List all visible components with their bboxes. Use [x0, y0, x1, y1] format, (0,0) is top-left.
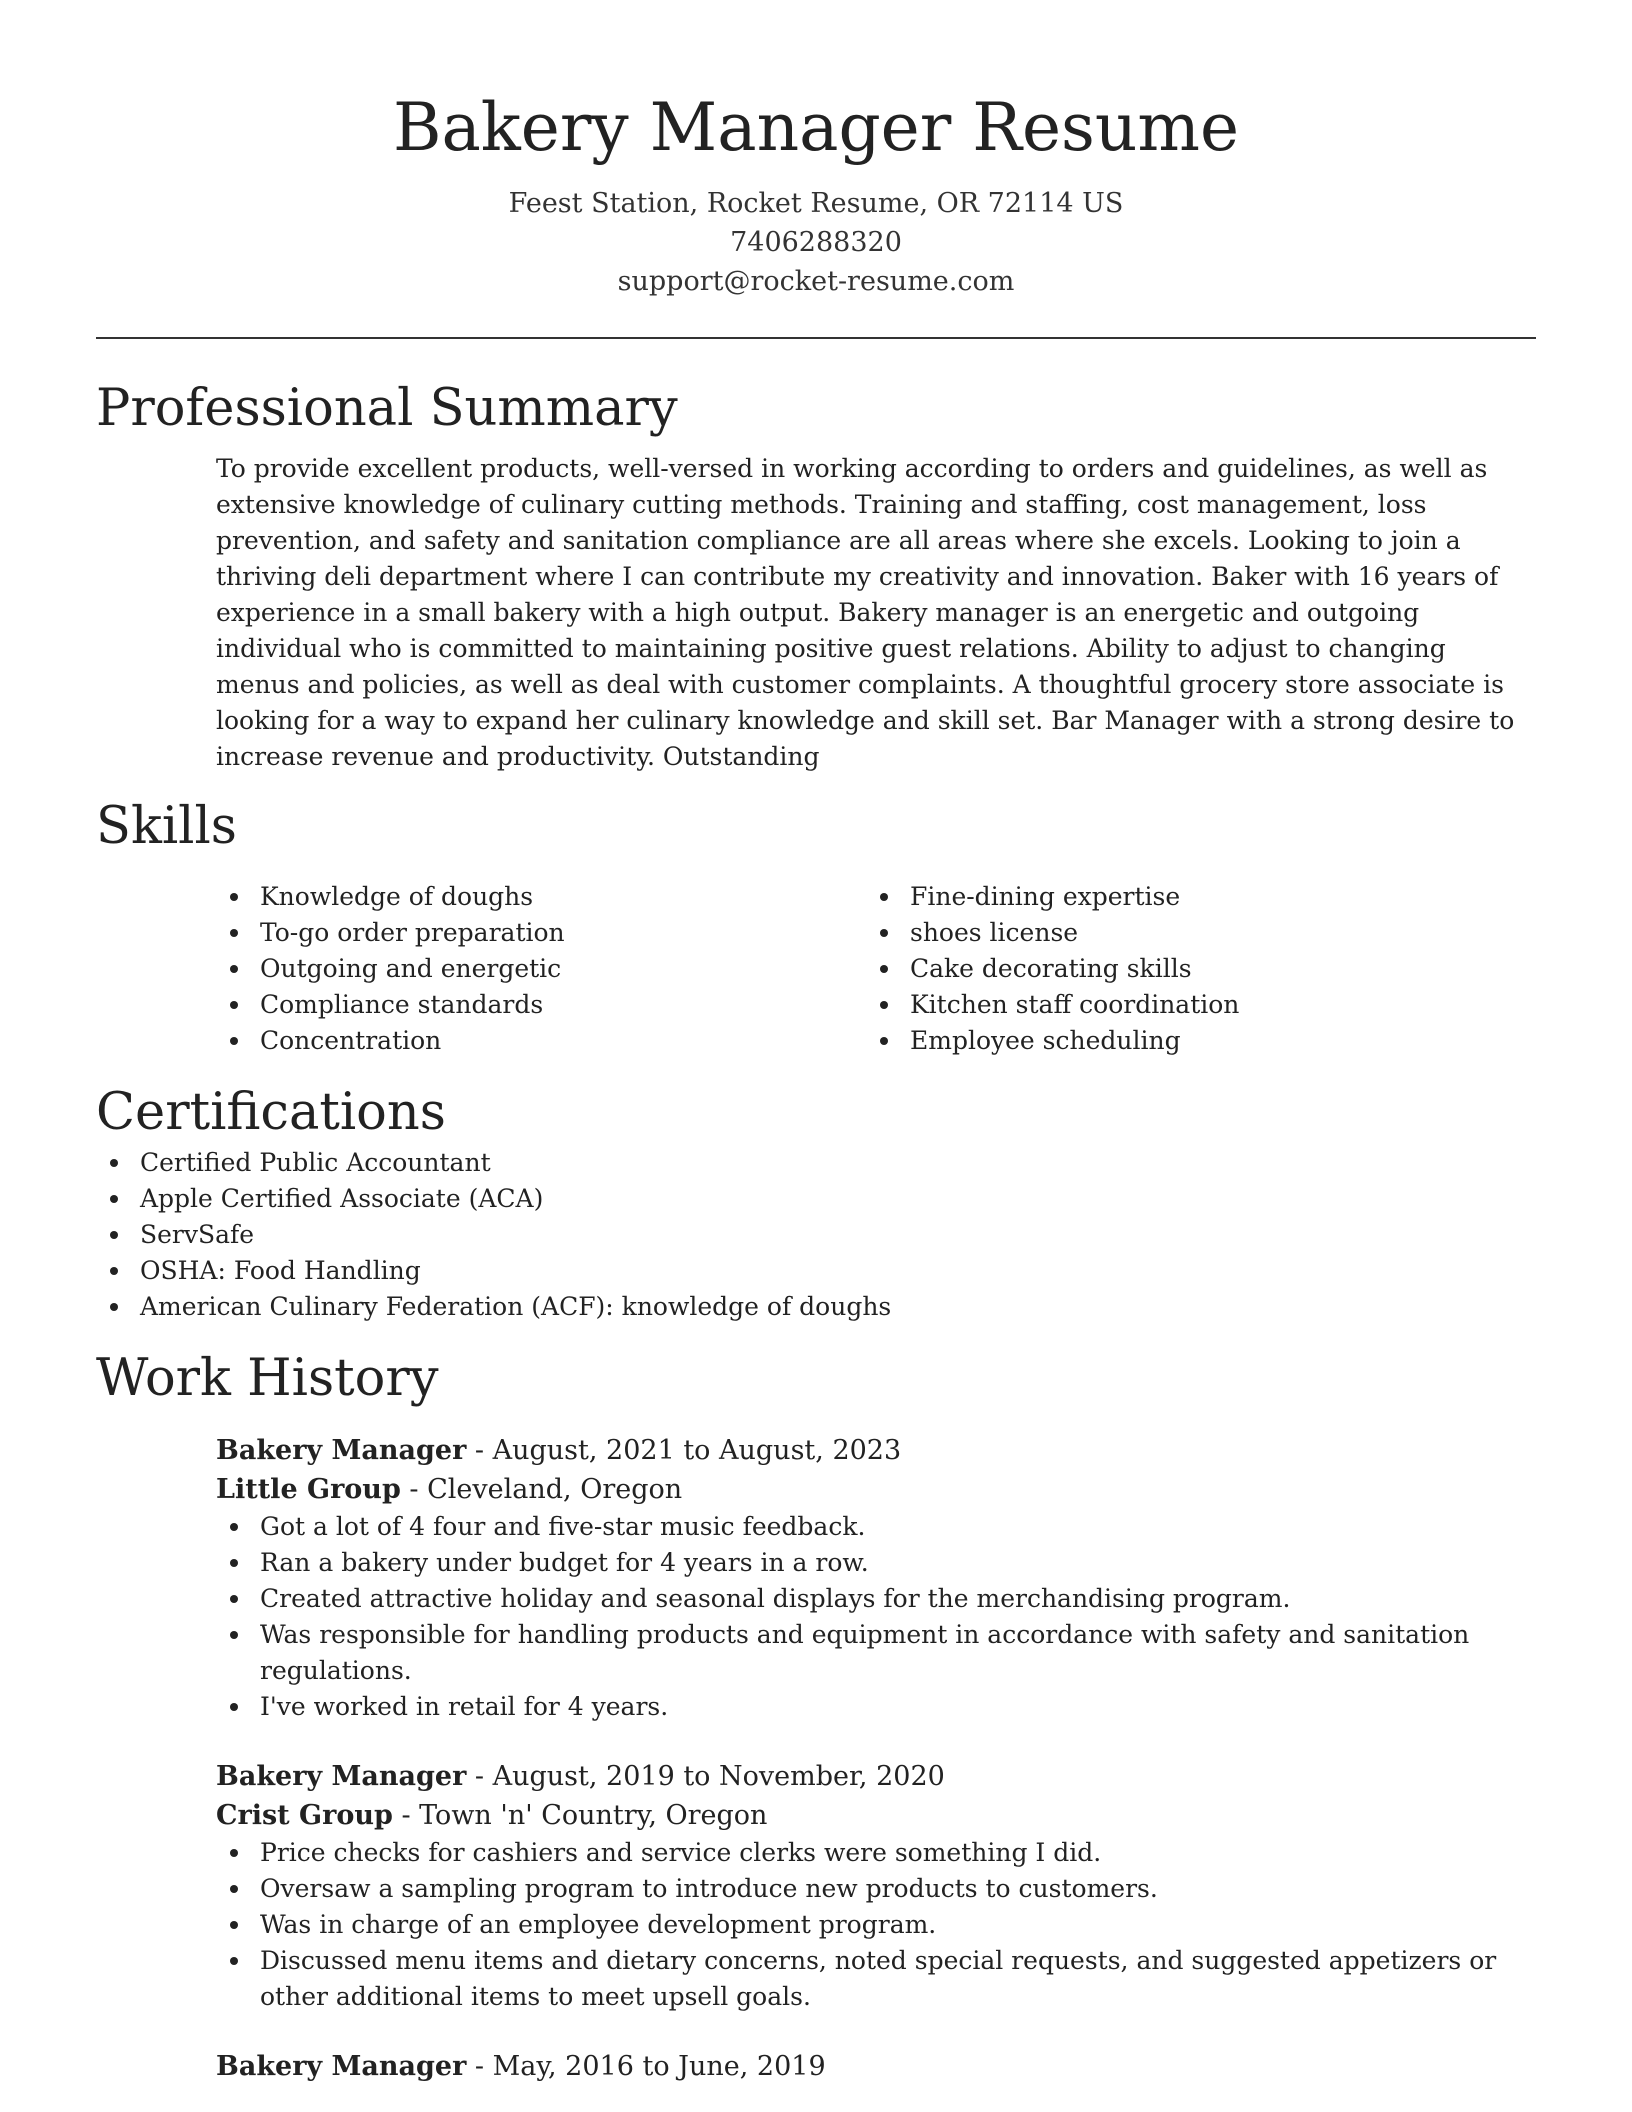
list-item — [216, 1907, 1536, 1943]
contact-address: Feest Station, Rocket Resume, OR 72114 US — [508, 188, 1124, 219]
bullet-icon — [880, 1001, 888, 1009]
list-item — [96, 1181, 1536, 1217]
list-item — [216, 915, 866, 951]
skill-label: Knowledge of doughs — [260, 882, 534, 911]
page-title: Bakery Manager Resume — [392, 89, 1240, 166]
job-entry — [216, 1757, 1536, 2015]
skill-label: To-go order preparation — [260, 918, 565, 947]
duty-text: Ran a bakery under budget for 4 years in a row. — [260, 1548, 869, 1577]
job-location: - Town 'n' Country, Oregon — [392, 1800, 768, 1831]
job-title-line — [216, 1757, 1536, 1796]
skill-label: Compliance standards — [260, 990, 544, 1019]
job-dates: - May, 2016 to June, 2019 — [466, 2051, 826, 2082]
bullet-icon — [110, 1303, 118, 1311]
bullet-icon — [230, 1921, 238, 1929]
job-title: Bakery Manager — [216, 1761, 467, 1792]
duty-text: I've worked in retail for 4 years. — [260, 1692, 669, 1721]
job-company-line — [216, 1470, 1536, 1509]
bullet-icon — [230, 1703, 238, 1711]
certification-label: American Culinary Federation (ACF): knowledge of doughs — [140, 1292, 892, 1321]
list-item — [216, 1871, 1536, 1907]
duty-text: Price checks for cashiers and service clerks were something I did. — [260, 1838, 1102, 1867]
list-item — [216, 987, 866, 1023]
summary-text: To provide excellent products, well-versed in working according to orders and guidelines, as well as extensive knowledge of culinary cutting methods. Training and staffing, cost management, loss prevention, and safety and sanitation compliance are all areas where she excels. Looking to join a thriving deli department where I can contribute my creativity and innovation. Baker with 16 years of experience in a small bakery with a high output. Bakery manager is an energetic and outgoing individual who is committed to maintaining positive guest relations. Ability to adjust to changing menus and policies, as well as deal with customer complaints. A thoughtful grocery store associate is looking for a way to expand her culinary knowledge and skill set. Bar Manager with a strong desire to increase revenue and productivity. Outstanding — [216, 454, 1515, 771]
certification-label: OSHA: Food Handling — [140, 1256, 421, 1285]
list-item — [866, 915, 1516, 951]
list-item — [96, 1145, 1536, 1181]
bullet-icon — [230, 1631, 238, 1639]
duty-text: Created attractive holiday and seasonal displays for the merchandising program. — [260, 1584, 1291, 1613]
job-title-line — [216, 1431, 1536, 1470]
list-item — [216, 1023, 866, 1059]
job-company-line — [216, 1796, 1536, 1835]
resume-header — [96, 0, 1536, 301]
bullet-icon — [110, 1267, 118, 1275]
skills-heading: Skills — [96, 797, 237, 856]
job-entry — [216, 1431, 1536, 1725]
list-item — [216, 1835, 1536, 1871]
bullet-icon — [230, 1523, 238, 1531]
bullet-icon — [230, 929, 238, 937]
duty-text: Was responsible for handling products and equipment in accordance with safety and sanitation regulations. — [260, 1620, 1470, 1685]
job-duties-list — [216, 1835, 1536, 2015]
list-item — [866, 1023, 1516, 1059]
contact-email: support@rocket-resume.com — [617, 266, 1015, 297]
work-history-section — [96, 1347, 1536, 2086]
list-item — [216, 1689, 1536, 1725]
skills-grid — [216, 879, 1536, 1059]
skill-label: Kitchen staff coordination — [910, 990, 1240, 1019]
skill-label: Cake decorating skills — [910, 954, 1192, 983]
work-history-heading: Work History — [96, 1349, 439, 1408]
skills-column-right — [866, 879, 1516, 1059]
job-dates: - August, 2019 to November, 2020 — [466, 1761, 945, 1792]
bullet-icon — [230, 1001, 238, 1009]
job-dates: - August, 2021 to August, 2023 — [466, 1435, 902, 1466]
list-item — [866, 987, 1516, 1023]
certifications-heading: Certifications — [96, 1083, 446, 1142]
skills-column-left — [216, 879, 866, 1059]
contact-phone: 7406288320 — [730, 227, 902, 258]
contact-info — [96, 184, 1536, 301]
skill-label: Outgoing and energetic — [260, 954, 562, 983]
bullet-icon — [230, 1849, 238, 1857]
list-item — [866, 951, 1516, 987]
duty-text: Was in charge of an employee development program. — [260, 1910, 937, 1939]
list-item — [216, 951, 866, 987]
bullet-icon — [880, 965, 888, 973]
skills-list-left — [216, 879, 866, 1059]
duty-text: Discussed menu items and dietary concerns, noted special requests, and suggested appetizers or other additional items to meet upsell goals. — [260, 1946, 1497, 2011]
list-item — [866, 879, 1516, 915]
bullet-icon — [230, 1957, 238, 1965]
bullet-icon — [110, 1231, 118, 1239]
bullet-icon — [230, 1037, 238, 1045]
bullet-icon — [880, 929, 888, 937]
header-divider — [96, 337, 1536, 339]
skill-label: Concentration — [260, 1026, 442, 1055]
bullet-icon — [230, 965, 238, 973]
bullet-icon — [230, 1595, 238, 1603]
job-company: Crist Group — [216, 1800, 393, 1831]
bullet-icon — [230, 1559, 238, 1567]
skill-label: Fine-dining expertise — [910, 882, 1181, 911]
certifications-section — [96, 1081, 1536, 1325]
skills-list-right — [866, 879, 1516, 1059]
list-item — [216, 1581, 1536, 1617]
certifications-list — [96, 1145, 1536, 1325]
summary-section — [96, 377, 1536, 775]
bullet-icon — [230, 1885, 238, 1893]
list-item — [216, 1509, 1536, 1545]
list-item — [216, 1943, 1536, 2015]
job-duties-list — [216, 1509, 1536, 1725]
job-location: - Cleveland, Oregon — [400, 1474, 683, 1505]
list-item — [96, 1289, 1536, 1325]
bullet-icon — [880, 1037, 888, 1045]
skill-label: Employee scheduling — [910, 1026, 1181, 1055]
skills-section — [96, 795, 1536, 1059]
bullet-icon — [880, 893, 888, 901]
list-item — [96, 1253, 1536, 1289]
job-entry — [216, 2047, 1536, 2086]
duty-text: Oversaw a sampling program to introduce new products to customers. — [260, 1874, 1158, 1903]
job-company: Little Group — [216, 1474, 401, 1505]
certification-label: Certified Public Accountant — [140, 1148, 491, 1177]
bullet-icon — [230, 893, 238, 901]
job-title: Bakery Manager — [216, 2051, 467, 2082]
certification-label: Apple Certified Associate (ACA) — [140, 1184, 544, 1213]
bullet-icon — [110, 1195, 118, 1203]
job-title: Bakery Manager — [216, 1435, 467, 1466]
list-item — [216, 1545, 1536, 1581]
certification-label: ServSafe — [140, 1220, 255, 1249]
bullet-icon — [110, 1159, 118, 1167]
list-item — [216, 1617, 1536, 1689]
list-item — [96, 1217, 1536, 1253]
list-item — [216, 879, 866, 915]
skill-label: shoes license — [910, 918, 1079, 947]
job-title-line — [216, 2047, 1536, 2086]
summary-heading: Professional Summary — [96, 379, 678, 438]
duty-text: Got a lot of 4 four and five-star music feedback. — [260, 1512, 866, 1541]
